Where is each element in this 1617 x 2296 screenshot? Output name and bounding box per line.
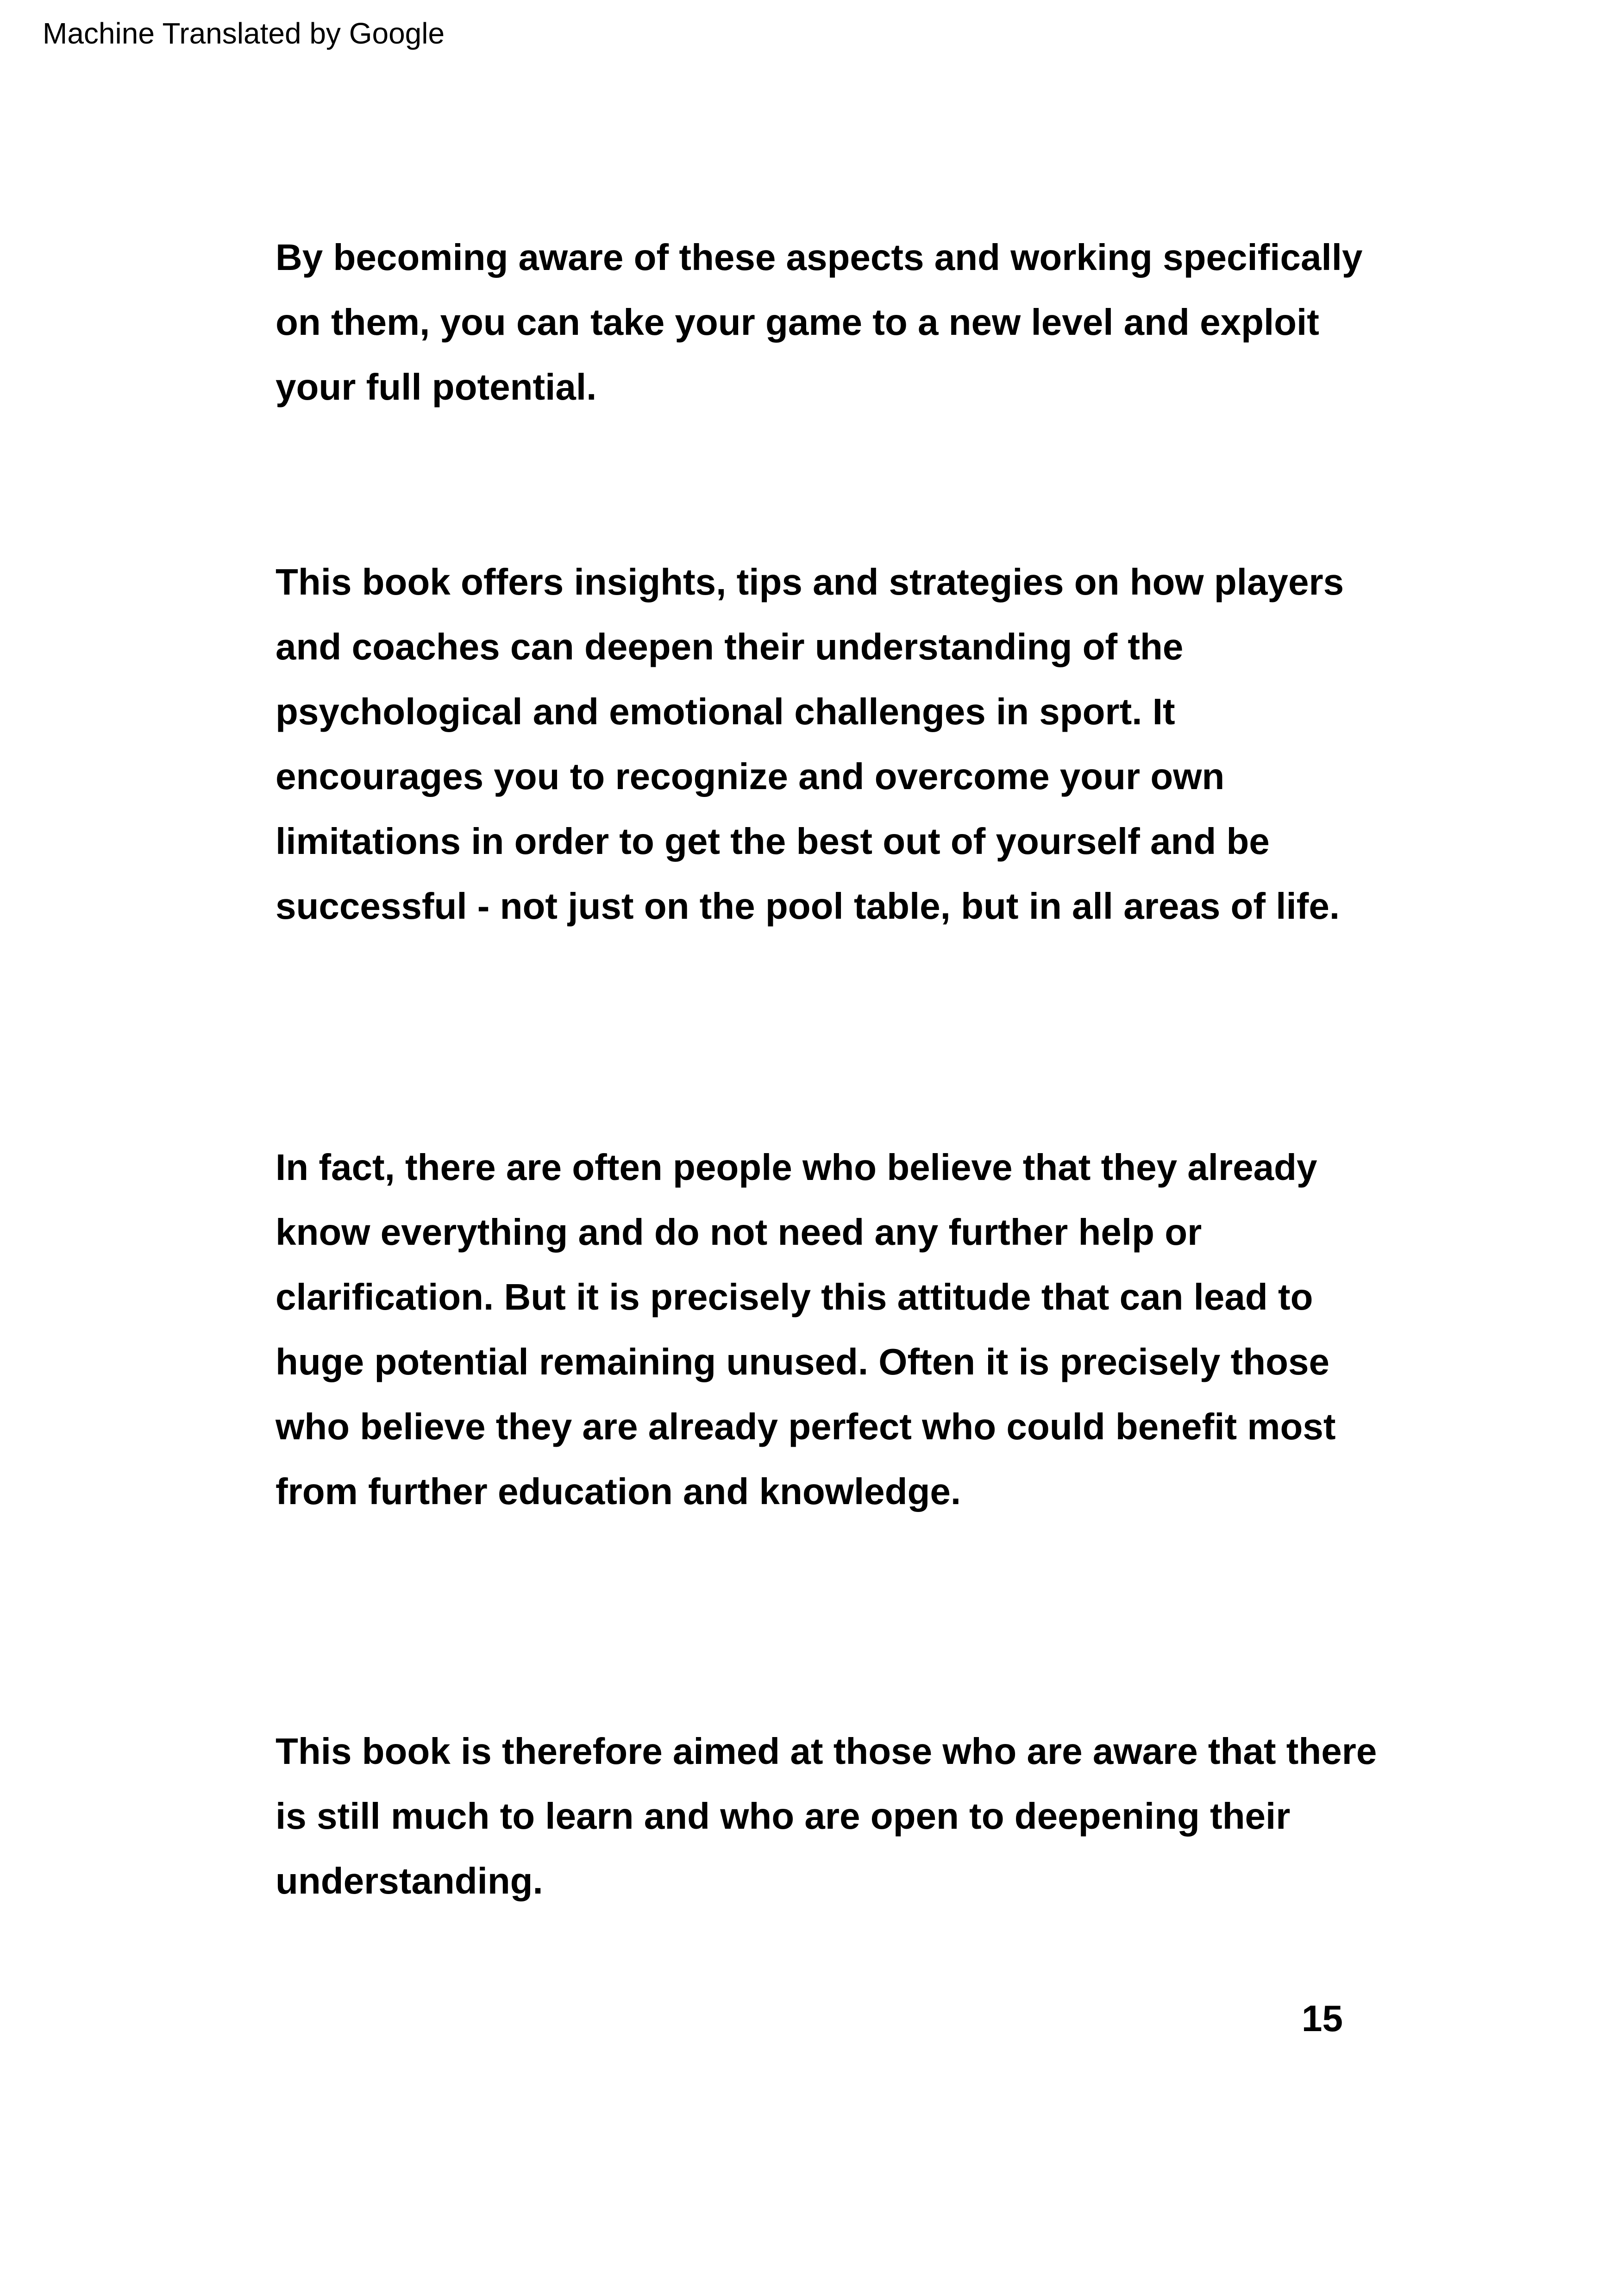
paragraph-in-fact	[276, 1135, 1368, 1524]
text-line: clarification. But it is precisely this attitude that can lead to	[276, 1276, 1313, 1317]
text-line: on them, you can take your game to a new level and exploit	[276, 301, 1319, 343]
text-line: This book is therefore aimed at those who are aware that there	[276, 1731, 1377, 1772]
text-line: In fact, there are often people who believe that they already	[276, 1147, 1317, 1188]
text-line: your full potential.	[276, 366, 597, 408]
machine-translation-note: Machine Translated by Google	[43, 17, 445, 50]
text-line: encourages you to recognize and overcome your own	[276, 756, 1225, 797]
text-line: who believe they are already perfect who could benefit most	[276, 1406, 1336, 1447]
text-line: from further education and knowledge.	[276, 1471, 961, 1512]
paragraph-book-offers	[276, 550, 1368, 939]
text-line: This book offers insights, tips and strategies on how players	[276, 561, 1344, 602]
page-number: 15	[1302, 1998, 1343, 2039]
text-line: and coaches can deepen their understanding of the	[276, 626, 1184, 667]
text-line: By becoming aware of these aspects and working specifically	[276, 237, 1363, 278]
text-line: is still much to learn and who are open to deepening their	[276, 1795, 1291, 1837]
paragraph-aimed-at	[276, 1719, 1377, 1913]
text-line: psychological and emotional challenges in sport. It	[276, 691, 1175, 732]
paragraph-awareness	[276, 225, 1368, 420]
text-line: limitations in order to get the best out of yourself and be	[276, 821, 1270, 862]
text-line: huge potential remaining unused. Often it is precisely those	[276, 1341, 1329, 1382]
text-line: successful - not just on the pool table, but in all areas of life.	[276, 885, 1340, 927]
text-line: know everything and do not need any further help or	[276, 1211, 1202, 1253]
text-line: understanding.	[276, 1860, 543, 1901]
